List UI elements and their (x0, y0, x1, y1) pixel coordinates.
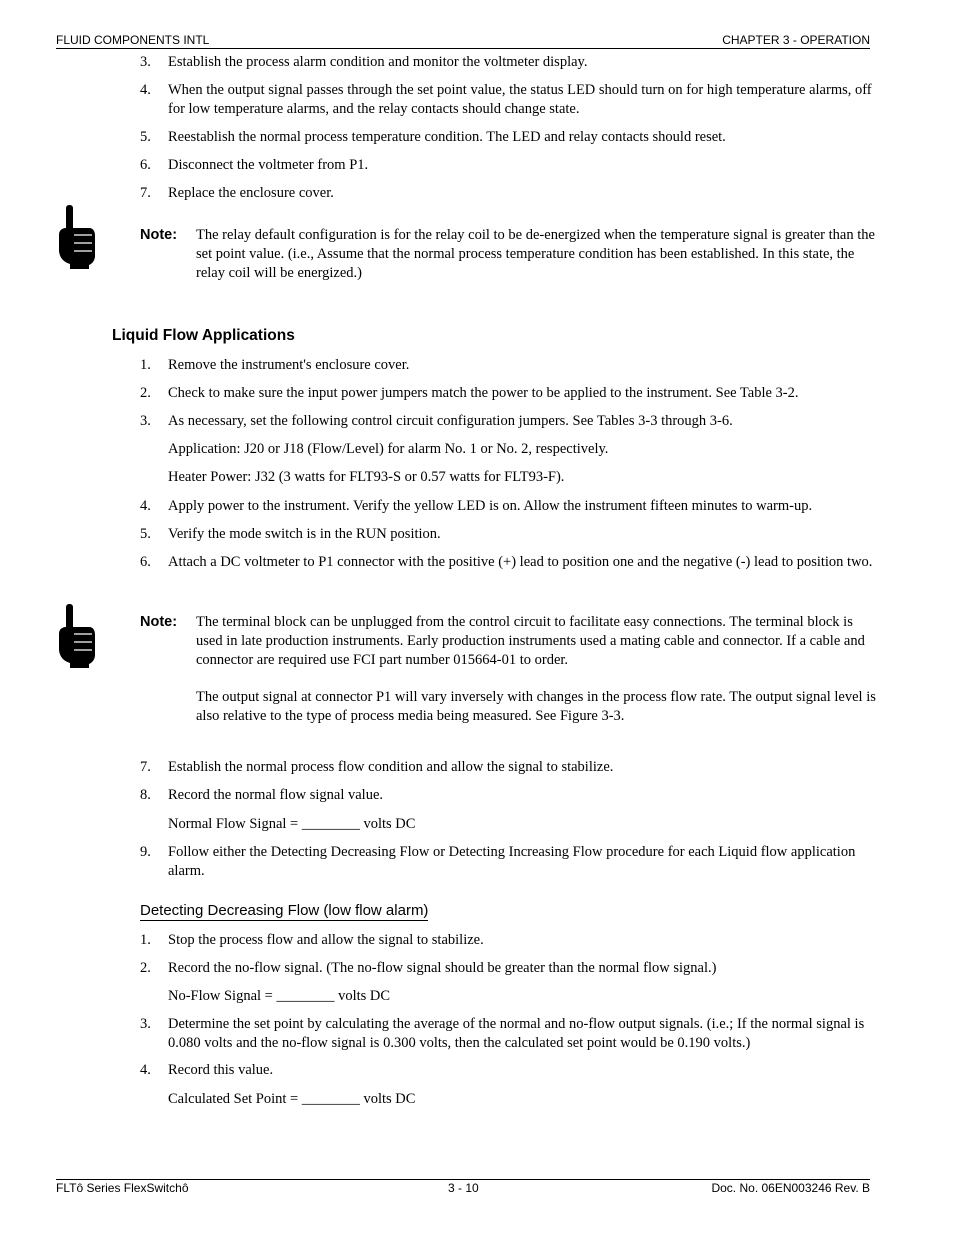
page-number: 3 - 10 (448, 1181, 479, 1195)
note-label: Note: (140, 614, 178, 630)
footer-left: FLTô Series FlexSwitchô (56, 1181, 189, 1195)
pointing-hand-icon (56, 205, 96, 269)
heater-power-line: Heater Power: J32 (3 watts for FLT93-S or 0.57 watts for FLT93-F). (168, 469, 565, 485)
footer-right: Doc. No. 06EN003246 Rev. B (711, 1181, 870, 1195)
calculated-set-point-line: Calculated Set Point = ________ volts DC (168, 1091, 416, 1107)
note-text: The relay default configuration is for the relay coil to be de-energized when the temperature signal is greater than the set point value. (i.e., Assume that the normal process temperature condition has been established. In this state, the relay coil will be energized.) (196, 227, 875, 281)
footer-rule (56, 1179, 870, 1180)
normal-flow-signal-line: Normal Flow Signal = ________ volts DC (168, 816, 416, 832)
header-left: FLUID COMPONENTS INTL (56, 33, 210, 47)
note-text: The terminal block can be unplugged from the control circuit to facilitate easy connections. The terminal block is used in late production instruments. Early production instruments used a mating cable and connector. If a cable and connector are required use FCI part number 015664-01 to order. (196, 614, 865, 668)
application-line: Application: J20 or J18 (Flow/Level) for alarm No. 1 or No. 2, respectively. (168, 441, 609, 457)
note-label: Note: (140, 227, 178, 243)
header-rule (56, 48, 870, 49)
no-flow-signal-line: No-Flow Signal = ________ volts DC (168, 988, 391, 1004)
header-right: CHAPTER 3 - OPERATION (722, 33, 870, 47)
note-text: The output signal at connector P1 will vary inversely with changes in the process flow rate. The output signal level is also relative to the type of process media being measured. See Figure 3-3. (196, 689, 876, 724)
subsection-heading: Detecting Decreasing Flow (low flow alarm) (140, 902, 429, 919)
section-heading: Liquid Flow Applications (112, 327, 295, 344)
pointing-hand-icon (56, 604, 96, 668)
